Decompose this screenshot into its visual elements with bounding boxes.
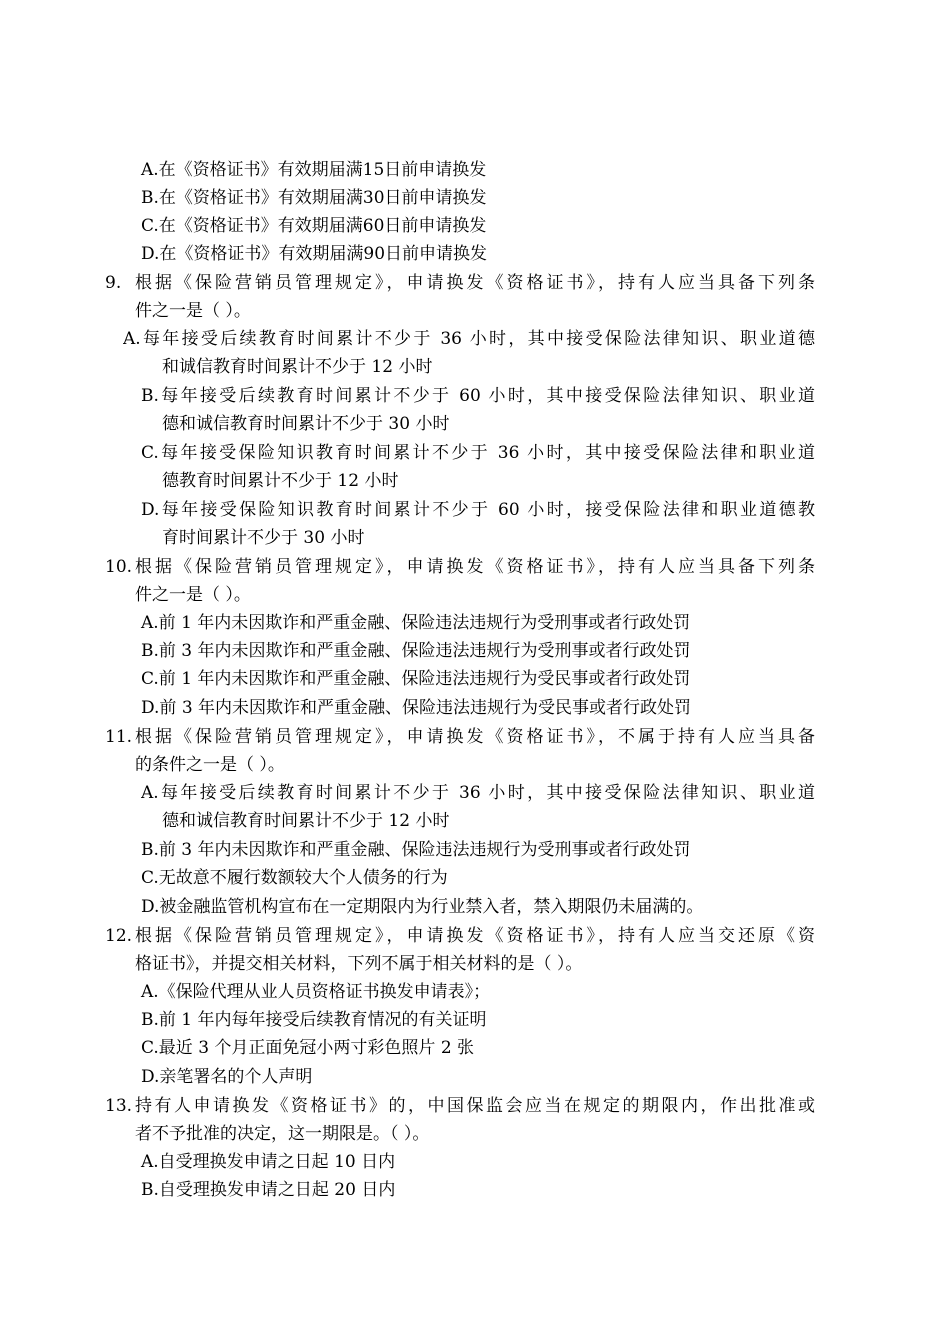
q13-number: 13. xyxy=(105,1096,133,1116)
q9-stem-line2: 件之一是（ ）。 xyxy=(135,301,251,321)
q13-option-b: B.自受理换发申请之日起 20 日内 xyxy=(141,1180,396,1200)
q11-stem-line1: 根据《保险营销员管理规定》，申请换发《资格证书》，不属于持有人应当具备 xyxy=(135,727,815,747)
q9-option-b-line2: 德和诚信教育时间累计不少于 30 小时 xyxy=(162,414,450,434)
q11-option-d: D.被金融监管机构宣布在一定期限内为行业禁入者，禁入期限仍未届满的。 xyxy=(141,897,704,917)
q9-option-d-line2: 育时间累计不少于 30 小时 xyxy=(162,528,365,548)
q10-stem-line1: 根据《保险营销员管理规定》，申请换发《资格证书》，持有人应当具备下列条 xyxy=(135,557,815,577)
q12-number: 12. xyxy=(105,926,133,946)
q11-number: 11. xyxy=(105,727,133,747)
q12-option-c: C.最近 3 个月正面免冠小两寸彩色照片 2 张 xyxy=(141,1038,475,1058)
q10-stem-line2: 件之一是（ ）。 xyxy=(135,585,251,605)
q8-option-b: B.在《资格证书》有效期届满30日前申请换发 xyxy=(141,188,487,208)
q9-number: 9. xyxy=(105,273,122,293)
q13-stem-line1: 持有人申请换发《资格证书》的，中国保监会应当在规定的期限内，作出批准或 xyxy=(135,1096,815,1116)
q12-stem-line2: 格证书》，并提交相关材料，下列不属于相关材料的是（ ）。 xyxy=(135,954,583,974)
q11-option-b: B.前 3 年内未因欺诈和严重金融、保险违法违规行为受刑事或者行政处罚 xyxy=(141,840,691,860)
q8-option-d: D.在《资格证书》有效期届满90日前申请换发 xyxy=(141,244,488,264)
q12-option-d: D.亲笔署名的个人声明 xyxy=(141,1067,313,1087)
q10-option-a: A.前 1 年内未因欺诈和严重金融、保险违法违规行为受刑事或者行政处罚 xyxy=(141,613,691,633)
q8-option-a: A.在《资格证书》有效期届满15日前申请换发 xyxy=(141,160,487,180)
q9-option-a-line1: A.每年接受后续教育时间累计不少于 36 小时，其中接受保险法律知识、职业道德 xyxy=(123,329,815,349)
q10-number: 10. xyxy=(105,557,133,577)
q11-option-a-line1: A.每年接受后续教育时间累计不少于 36 小时，其中接受保险法律知识、职业道 xyxy=(141,783,815,803)
q9-option-c-line1: C.每年接受保险知识教育时间累计不少于 36 小时，其中接受保险法律和职业道 xyxy=(141,443,815,463)
q12-option-b: B.前 1 年内每年接受后续教育情况的有关证明 xyxy=(141,1010,487,1030)
q11-stem-line2: 的条件之一是（ ）。 xyxy=(135,755,285,775)
q10-option-d: D.前 3 年内未因欺诈和严重金融、保险违法违规行为受民事或者行政处罚 xyxy=(141,698,692,718)
q9-option-b-line1: B.每年接受后续教育时间累计不少于 60 小时，其中接受保险法律知识、职业道 xyxy=(141,386,815,406)
q13-stem-line2: 者不予批准的决定，这一期限是。（ ）。 xyxy=(135,1124,430,1144)
q13-option-a: A.自受理换发申请之日起 10 日内 xyxy=(141,1152,396,1172)
q10-option-c: C.前 1 年内未因欺诈和严重金融、保险违法违规行为受民事或者行政处罚 xyxy=(141,669,691,689)
q9-option-c-line2: 德教育时间累计不少于 12 小时 xyxy=(162,471,399,491)
q9-option-a-line2: 和诚信教育时间累计不少于 12 小时 xyxy=(162,357,433,377)
q10-option-b: B.前 3 年内未因欺诈和严重金融、保险违法违规行为受刑事或者行政处罚 xyxy=(141,641,691,661)
q8-option-c: C.在《资格证书》有效期届满60日前申请换发 xyxy=(141,216,487,236)
q12-option-a: A.《保险代理从业人员资格证书换发申请表》； xyxy=(141,982,491,1002)
q11-option-c: C.无故意不履行数额较大个人债务的行为 xyxy=(141,868,448,888)
q9-option-d-line1: D.每年接受保险知识教育时间累计不少于 60 小时，接受保险法律和职业道德教 xyxy=(141,500,815,520)
q11-option-a-line2: 德和诚信教育时间累计不少于 12 小时 xyxy=(162,811,450,831)
q9-stem-line1: 根据《保险营销员管理规定》，申请换发《资格证书》，持有人应当具备下列条 xyxy=(135,273,815,293)
q12-stem-line1: 根据《保险营销员管理规定》，申请换发《资格证书》，持有人应当交还原《资 xyxy=(135,926,815,946)
